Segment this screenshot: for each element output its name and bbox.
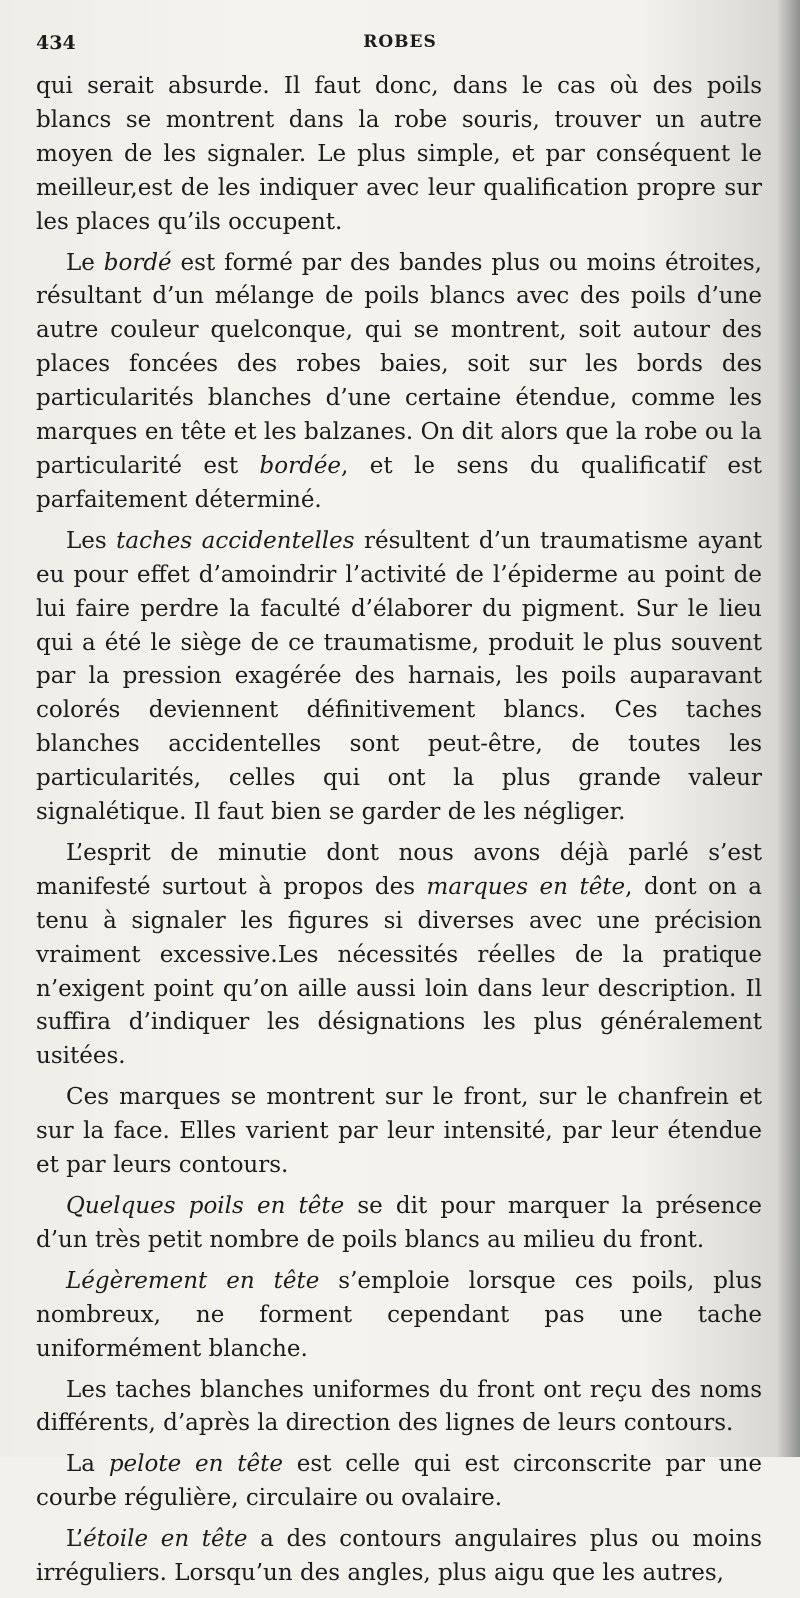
paragraph bbox=[36, 1265, 762, 1367]
page-header bbox=[36, 32, 764, 58]
paragraph bbox=[36, 837, 762, 1074]
paragraph bbox=[36, 1374, 762, 1442]
italic-term: marques en tête bbox=[426, 873, 626, 900]
text-run: Le bbox=[66, 249, 104, 276]
italic-term: pelote en tête bbox=[108, 1451, 283, 1478]
italic-term: taches accidentelles bbox=[116, 527, 355, 554]
page-number: 434 bbox=[36, 32, 76, 54]
paragraph bbox=[36, 1081, 762, 1183]
text-run: est formé par des bandes plus ou moins étroites, résultant d’un mélange de poils blancs avec des poils d’une autre couleur quelconque, qui se montrent, soit autour des places foncées des robes baies, soit sur les bords des particularités blanches d’une certaine étendue, comme les marques en tête et les balzanes. On dit alors que la robe ou la particularité est bbox=[36, 249, 762, 479]
text-run: L’esprit de minutie dont nous avons déjà parlé s’est manifesté surtout à propos des bbox=[36, 839, 762, 900]
text-run: qui serait absurde. Il faut donc, dans le cas où des poils blancs se montrent dans la robe souris, trouver un autre moyen de les signaler. Le plus simple, et par conséquent le meilleur,est de les indiquer avec leur qualification propre sur les places qu’ils occupent. bbox=[36, 73, 762, 235]
text-run: résultent d’un traumatisme ayant eu pour effet d’amoindrir l’activité de l’épiderme au point de lui faire perdre la faculté d’élaborer du pigment. Sur le lieu qui a été le siège de ce traumatisme, produit le plus souvent par la pression exagérée des harnais, les poils auparavant colorés deviennent définitivement blancs. Ces taches blanches accidentelles sont peut-être, de toutes les particularités, celles qui ont la plus grande valeur signalétique. Il faut bien se garder de les négliger. bbox=[36, 527, 762, 826]
paragraph bbox=[36, 1190, 762, 1258]
paragraph bbox=[36, 1448, 762, 1516]
text-run: Les bbox=[66, 527, 117, 554]
paragraph bbox=[36, 525, 762, 830]
text-run: , et le sens du qualificatif est parfaitement déterminé. bbox=[36, 452, 763, 513]
text-run: se dit pour marquer la présence d’un très petit nombre de poils blancs au milieu du front. bbox=[36, 1193, 762, 1253]
text-run: Les taches blanches uniformes du front ont reçu des noms différents, d’après la direction des lignes de leurs contours. bbox=[36, 1376, 762, 1437]
text-run: Ces marques se montrent sur le front, sur le chanfrein et sur la face. Elles varient par leur intensité, par leur étendue et par leurs contours. bbox=[36, 1084, 762, 1179]
italic-term: bordé bbox=[103, 249, 172, 276]
body-text bbox=[36, 70, 762, 1598]
paragraph bbox=[36, 247, 762, 518]
text-run: La bbox=[66, 1451, 109, 1478]
text-run: a des contours angulaires plus ou moins irréguliers. Lorsqu’un des angles, plus aigu que les autres, bbox=[36, 1526, 763, 1587]
italic-term: Légèrement en tête bbox=[66, 1267, 320, 1294]
italic-term: Quelques poils en tête bbox=[66, 1193, 345, 1219]
paragraph bbox=[36, 1523, 762, 1591]
running-title: ROBES bbox=[363, 32, 437, 52]
paragraph bbox=[36, 70, 762, 240]
text-run: s’emploie lorsque ces poils, plus nombreux, ne forment cependant pas une tache uniformément blanche. bbox=[36, 1267, 762, 1362]
text-run: est celle qui est circonscrite par une courbe régulière, circulaire ou ovalaire. bbox=[36, 1451, 763, 1512]
text-run: L’ bbox=[66, 1526, 84, 1553]
italic-term: étoile en tête bbox=[83, 1526, 248, 1553]
italic-term: bordée bbox=[259, 452, 342, 479]
text-run: , dont on a tenu à signaler les figures si diverses avec une précision vraiment excessive.Les nécessités réelles de la pratique n’exigent point qu’on aille aussi loin dans leur description. Il suffira d’indiquer les désignations les plus généralement usitées. bbox=[36, 873, 762, 1070]
